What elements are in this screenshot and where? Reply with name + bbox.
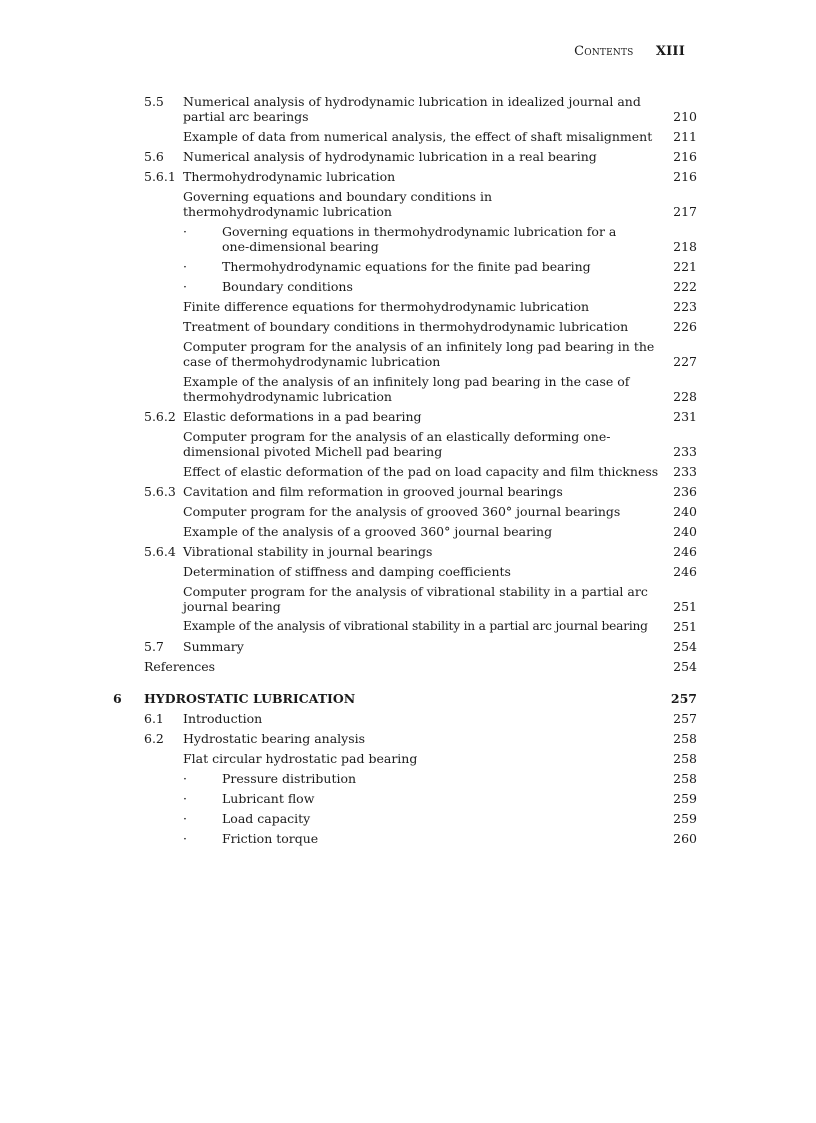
page-number: 217 [673,204,697,219]
entry-title: Numerical analysis of hydrodynamic lubrication in a real bearing [183,149,597,164]
page-number: 210 [673,109,697,124]
page-number: 251 [673,619,697,634]
toc-entry[interactable] [0,299,816,314]
section-number: 5.6.1 [144,169,176,184]
section-number: 6.2 [144,731,164,746]
chapter-number: 6 [113,691,122,706]
entry-title: Computer program for the analysis of grooved 360° journal bearings [183,504,621,519]
toc-entry[interactable] [0,544,816,559]
toc-entry[interactable] [0,464,816,479]
toc-entry[interactable] [0,429,816,459]
entry-title: Lubricant flow [222,791,315,806]
page-number: 223 [673,299,697,314]
page-number: 222 [673,279,697,294]
entry-title: Elastic deformations in a pad bearing [183,409,422,424]
entry-title: Computer program for the analysis of vibrational stability in a partial arc journal bearing [183,584,648,614]
entry-title: Example of the analysis of vibrational stability in a partial arc journal bearing [183,619,648,633]
chapter-title: HYDROSTATIC LUBRICATION [144,691,356,706]
page-number: 254 [673,659,697,674]
page-number: 257 [673,711,697,726]
toc-entry[interactable] [0,169,816,184]
entry-title: Treatment of boundary conditions in thermohydrodynamic lubrication [183,319,629,334]
table-of-contents [0,94,816,851]
page-number: 260 [673,831,697,846]
page-number: 258 [673,771,697,786]
page-number: 257 [670,691,697,706]
toc-entry[interactable] [0,639,816,654]
running-header [574,44,685,59]
entry-title: Governing equations and boundary conditions in thermohydrodynamic lubrication [183,189,493,219]
bullet-marker: · [183,791,187,806]
section-number: 6.1 [144,711,164,726]
toc-entry[interactable] [0,751,816,766]
section-number: 5.7 [144,639,164,654]
section-number: 5.6.4 [144,544,176,559]
toc-entry[interactable] [0,731,816,746]
page-number: 216 [673,169,697,184]
toc-entry[interactable] [0,791,816,806]
toc-entry[interactable] [0,374,816,404]
toc-entry[interactable] [0,129,816,144]
toc-entry[interactable] [0,524,816,539]
entry-title: Determination of stiffness and damping coefficients [183,564,511,579]
entry-title: Example of data from numerical analysis, the effect of shaft misalignment [183,129,653,144]
bullet-marker: · [183,831,187,846]
toc-entry[interactable] [0,584,816,614]
page-number: 254 [673,639,697,654]
page-number: 233 [673,464,697,479]
entry-title: Finite difference equations for thermohydrodynamic lubrication [183,299,590,314]
entry-title: Pressure distribution [222,771,357,786]
section-number: 5.6 [144,149,164,164]
section-number: 5.6.2 [144,409,176,424]
page-number: 228 [673,389,697,404]
page-number: 240 [673,524,697,539]
entry-title: Friction torque [222,831,319,846]
header-page-number: XIII [655,44,685,59]
page-number: 240 [673,504,697,519]
toc-entry[interactable] [0,189,816,219]
toc-entry[interactable] [0,224,816,254]
entry-title: Example of the analysis of a grooved 360° journal bearing [183,524,553,539]
toc-entry[interactable] [0,564,816,579]
entry-title: Boundary conditions [222,279,353,294]
entry-title: Summary [183,639,244,654]
section-number: 5.5 [144,94,164,109]
page-number: 251 [673,599,697,614]
toc-chapter-entry[interactable] [0,691,816,706]
page-number: 221 [673,259,697,274]
page-number: 211 [673,129,697,144]
bullet-marker: · [183,224,187,239]
page-number: 227 [673,354,697,369]
entry-title: Computer program for the analysis of an infinitely long pad bearing in the case of thermohydrodynamic lubrication [183,339,655,369]
entry-title: Flat circular hydrostatic pad bearing [183,751,418,766]
toc-entry[interactable] [0,339,816,369]
entry-title: Thermohydrodynamic lubrication [183,169,396,184]
toc-entry[interactable] [0,279,816,294]
page-number: 258 [673,751,697,766]
page-number: 259 [673,811,697,826]
toc-entry[interactable] [0,259,816,274]
toc-entry[interactable] [0,771,816,786]
toc-entry[interactable] [0,319,816,334]
page-number: 233 [673,444,697,459]
entry-title: References [144,659,216,674]
entry-title: Numerical analysis of hydrodynamic lubrication in idealized journal and partial arc bearings [183,94,641,124]
entry-title: Thermohydrodynamic equations for the finite pad bearing [222,259,591,274]
page-number: 231 [673,409,697,424]
toc-entry[interactable] [0,711,816,726]
page-number: 216 [673,149,697,164]
section-number: 5.6.3 [144,484,176,499]
entry-title: Vibrational stability in journal bearings [183,544,433,559]
entry-title: Cavitation and film reformation in grooved journal bearings [183,484,563,499]
page-number: 236 [673,484,697,499]
toc-entry[interactable] [0,619,816,634]
bullet-marker: · [183,259,187,274]
bullet-marker: · [183,771,187,786]
page-number: 218 [673,239,697,254]
header-label: Contents [574,44,634,59]
entry-title: Hydrostatic bearing analysis [183,731,366,746]
bullet-marker: · [183,279,187,294]
entry-title: Example of the analysis of an infinitely long pad bearing in the case of thermohydrodynamic lubrication [183,374,630,404]
entry-title: Governing equations in thermohydrodynamic lubrication for a one-dimensional bearing [222,224,617,254]
toc-entry[interactable] [0,149,816,164]
toc-entry[interactable] [0,94,816,124]
page-number: 259 [673,791,697,806]
entry-title: Effect of elastic deformation of the pad on load capacity and film thickness [183,464,659,479]
page-number: 226 [673,319,697,334]
entry-title: Computer program for the analysis of an elastically deforming one-dimensional pivoted Michell pad bearing [183,429,611,459]
bullet-marker: · [183,811,187,826]
toc-entry[interactable] [0,409,816,424]
toc-entry[interactable] [0,811,816,826]
toc-entry[interactable] [0,659,816,674]
entry-title: Introduction [183,711,263,726]
entry-title: Load capacity [222,811,311,826]
toc-entry[interactable] [0,484,816,499]
page-number: 258 [673,731,697,746]
page-number: 246 [673,544,697,559]
toc-entry[interactable] [0,831,816,846]
toc-entry[interactable] [0,504,816,519]
page-number: 246 [673,564,697,579]
